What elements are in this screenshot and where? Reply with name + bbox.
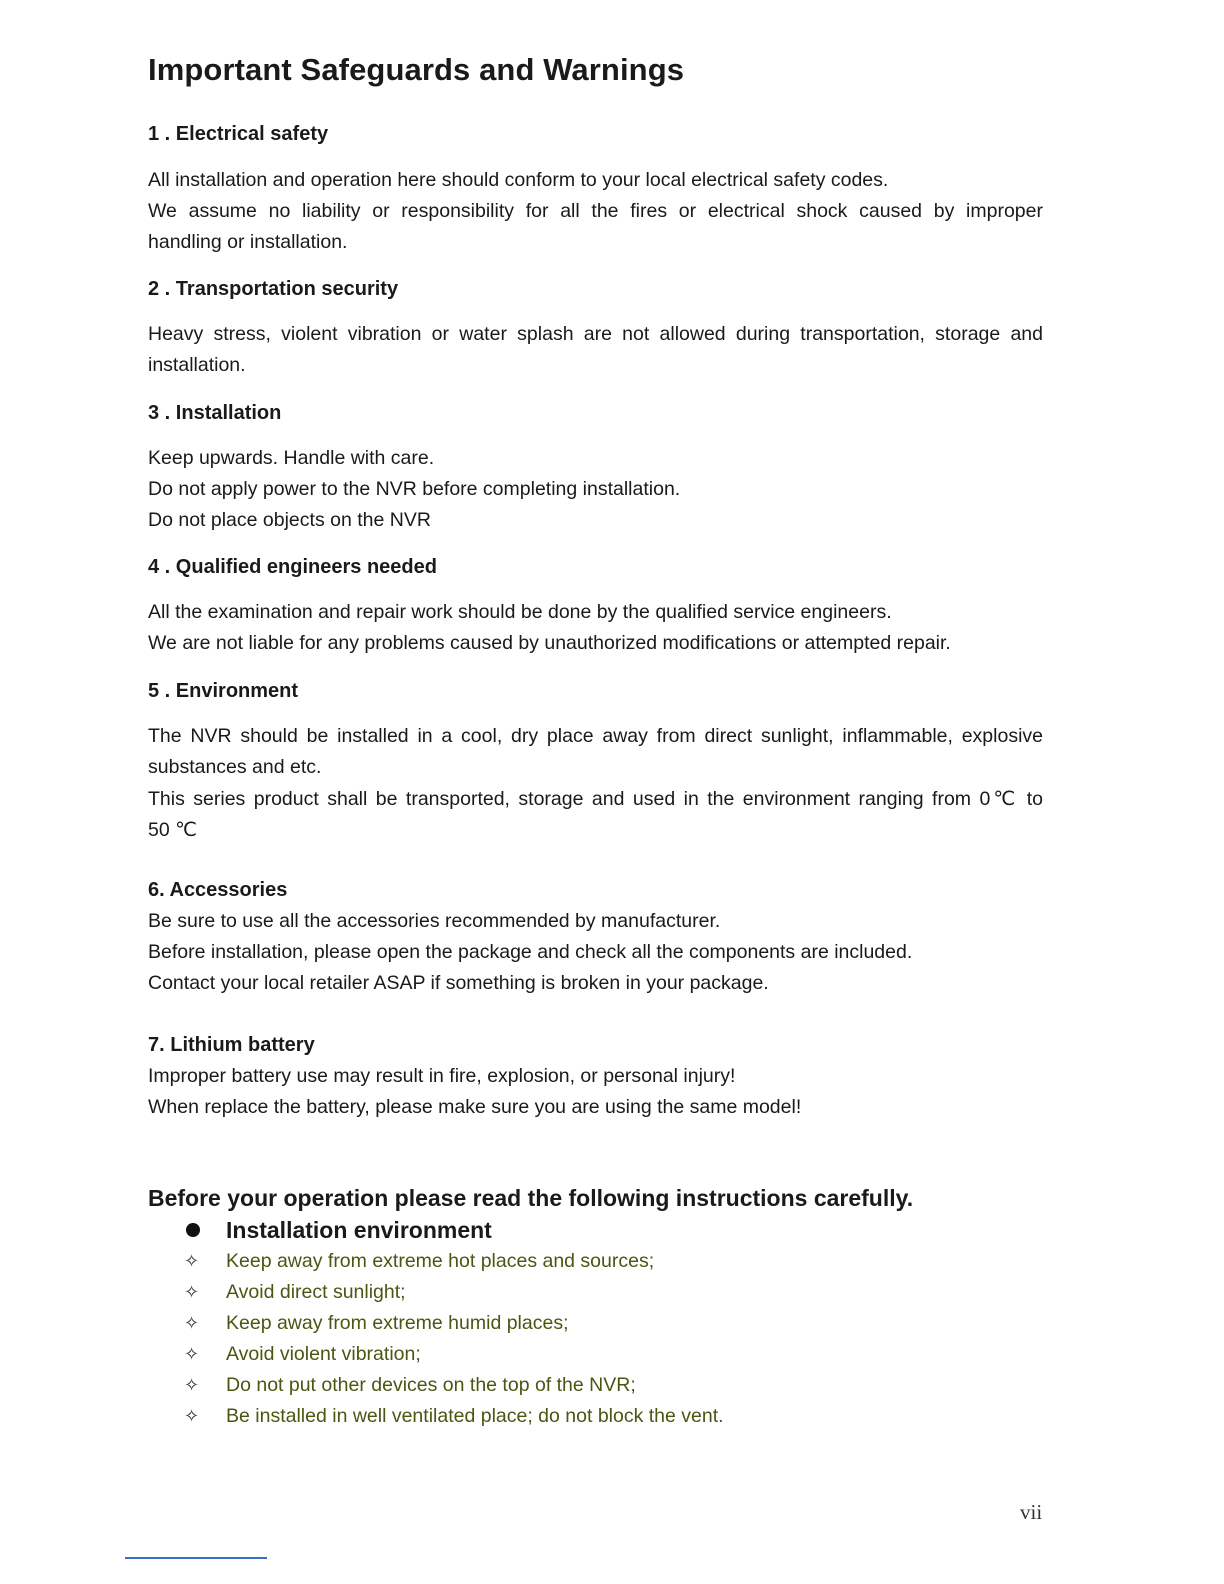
- section-text: All installation and operation here should conform to your local electrical safety codes.: [148, 169, 889, 191]
- section-text: Heavy stress, violent vibration or water splash are not allowed during transportation, storage and: [148, 323, 1043, 345]
- page-title: Important Safeguards and Warnings: [148, 52, 685, 87]
- footer-divider: [125, 1557, 267, 1559]
- instructions-bullet-heading: [186, 1217, 492, 1244]
- list-item: [184, 1405, 724, 1428]
- list-item-text: Keep away from extreme humid places;: [226, 1312, 569, 1334]
- bullet-heading-text: Installation environment: [226, 1217, 492, 1243]
- section-text: Before installation, please open the package and check all the components are included.: [148, 941, 913, 963]
- section-heading-lithium-battery: 7. Lithium battery: [148, 1034, 315, 1056]
- list-item-text: Do not put other devices on the top of the NVR;: [226, 1374, 636, 1396]
- section-heading-qualified-engineers: 4 . Qualified engineers needed: [148, 556, 437, 578]
- list-item: [184, 1281, 406, 1304]
- bullet-icon: [186, 1223, 200, 1237]
- section-text: Keep upwards. Handle with care.: [148, 447, 435, 469]
- instructions-title: Before your operation please read the following instructions carefully.: [148, 1185, 914, 1211]
- section-text: We are not liable for any problems caused by unauthorized modifications or attempted repair.: [148, 632, 951, 654]
- section-text: Contact your local retailer ASAP if something is broken in your package.: [148, 972, 769, 994]
- section-text: When replace the battery, please make sure you are using the same model!: [148, 1096, 802, 1118]
- section-text: The NVR should be installed in a cool, dry place away from direct sunlight, inflammable, explosive: [148, 725, 1043, 747]
- list-item-text: Be installed in well ventilated place; do not block the vent.: [226, 1405, 724, 1427]
- list-item: [184, 1250, 654, 1273]
- diamond-star-icon: ✧: [184, 1344, 200, 1364]
- list-item: [184, 1374, 636, 1397]
- section-text: We assume no liability or responsibility for all the fires or electrical shock caused by improper: [148, 200, 1043, 222]
- section-heading-transportation-security: 2 . Transportation security: [148, 278, 399, 300]
- section-text: handling or installation.: [148, 231, 348, 253]
- section-text: Do not place objects on the NVR: [148, 509, 431, 531]
- section-text: Do not apply power to the NVR before completing installation.: [148, 478, 681, 500]
- section-text: Be sure to use all the accessories recommended by manufacturer.: [148, 910, 721, 932]
- diamond-star-icon: ✧: [184, 1313, 200, 1333]
- list-item-text: Avoid violent vibration;: [226, 1343, 421, 1365]
- list-item: [184, 1312, 569, 1335]
- page-number: vii: [1020, 1500, 1043, 1524]
- diamond-star-icon: ✧: [184, 1406, 200, 1426]
- section-heading-electrical-safety: 1 . Electrical safety: [148, 123, 329, 145]
- diamond-star-icon: ✧: [184, 1251, 200, 1271]
- diamond-star-icon: ✧: [184, 1375, 200, 1395]
- diamond-star-icon: ✧: [184, 1282, 200, 1302]
- section-text: This series product shall be transported, storage and used in the environment ranging from 0℃ to: [148, 788, 1043, 810]
- section-text: installation.: [148, 354, 246, 376]
- section-heading-installation: 3 . Installation: [148, 402, 282, 424]
- list-item: [184, 1343, 421, 1366]
- section-text: 50 ℃: [148, 819, 198, 841]
- section-heading-environment: 5 . Environment: [148, 680, 299, 702]
- section-text: Improper battery use may result in fire, explosion, or personal injury!: [148, 1065, 736, 1087]
- list-item-text: Avoid direct sunlight;: [226, 1281, 406, 1303]
- section-heading-accessories: 6. Accessories: [148, 879, 288, 901]
- section-text: substances and etc.: [148, 756, 322, 778]
- section-text: All the examination and repair work should be done by the qualified service engineers.: [148, 601, 892, 623]
- list-item-text: Keep away from extreme hot places and sources;: [226, 1250, 655, 1272]
